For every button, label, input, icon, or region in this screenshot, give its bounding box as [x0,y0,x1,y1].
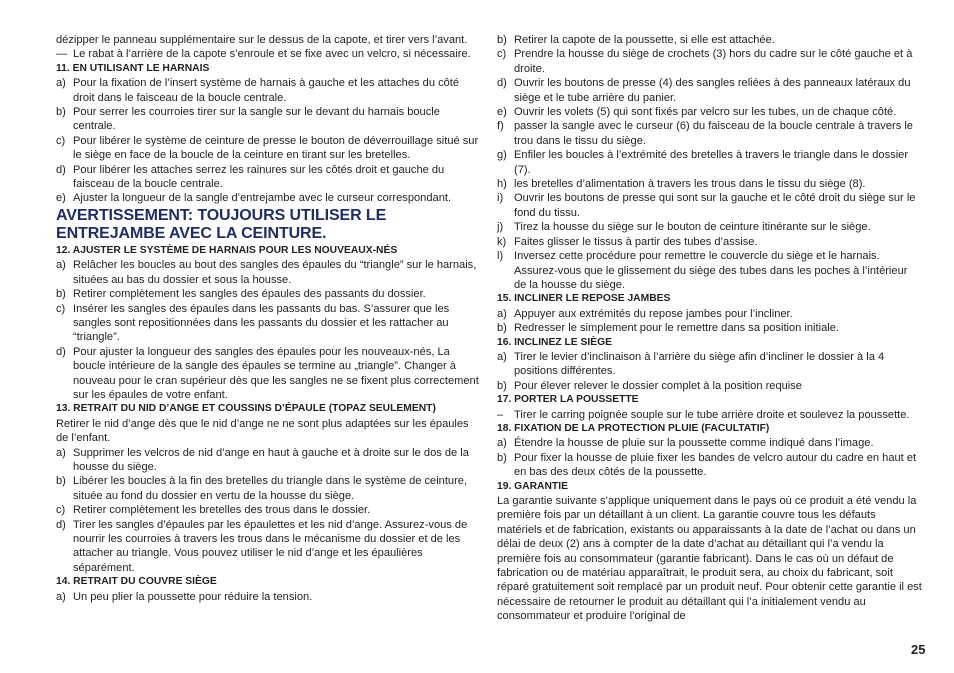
list-item [56,446,480,475]
warning-heading: AVERTISSEMENT: TOUJOURS UTILISER LE ENTREJAMBE AVEC LA CEINTURE. [56,206,387,243]
list-item-text: Le rabat à l’arrière de la capote s’enroule et se fixe avec un velcro, si nécessaire. [73,48,471,61]
list-item [497,119,922,148]
list-item-text: Pour fixer la housse de pluie fixer les bandes de velcro autour du cadre en haut et en bas des deux côtés de la poussette. [514,451,917,479]
list-marker: b) [497,34,507,46]
list-item-text: Prendre la housse du siège de crochets (3) hors du cadre sur le côté gauche et à droite. [514,48,913,75]
list-marker: c) [497,48,507,61]
list-marker: e) [497,106,507,119]
list-item [497,249,922,292]
list-marker: a) [56,590,66,603]
list-item-text: Libérer les boucles à la fin des bretelles du triangle dans le système de ceinture, située au fond du dossier en vertu de la housse du siège. [73,475,468,502]
section-heading: 12. AJUSTER LE SYSTÈME DE HARNAIS POUR LES NOUVEAUX-NÉS [56,244,398,256]
list-marker: – [497,408,504,421]
list-item [56,590,480,604]
section-heading: 16. INCLINEZ LE SIÈGE [497,336,613,348]
dash-list-item [56,47,480,61]
list-item [497,235,922,249]
paragraph: La garantie suivante s’applique uniquement dans le pays où ce produit a été vendu la première fois par un détaillant à un client. La garantie couvre tous les défauts matériels et de fabrication, existants ou apparaissants à la date de l’achat ou dans un délai de deux (2) ans à compter de la date d’achat au détaillant qui l’a vendu la première fois au consommateur (garantie fabricant). Dans le cas où un défaut de fabrication ou de matériau apparaîtrait, le produit sera, au choix du fabricant, soit réparé gratuitement soit remplacé par un produit neuf. Pour obtenir cette garantie il est nécessaire de retourner le produit au détaillant qui l’a initialement vendu au consommateur et produire l’original de [497,495,922,623]
list-item-text: Appuyer aux extrémités du repose jambes pour l’incliner. [514,307,793,320]
list-item-text: Faites glisser le tissus à partir des tubes d’assise. [514,235,758,248]
list-item [56,134,480,163]
list-item [56,258,480,287]
list-item-text: Étendre la housse de pluie sur la poussette comme indiqué dans l’image. [514,437,874,450]
list-item-text: Retirer complètement les bretelles des trous dans le dossier. [73,504,371,517]
list-marker: i) [497,192,504,205]
list-marker: a) [56,446,66,459]
list-item-text: Inversez cette procédure pour remettre le couvercle du siège et le harnais. Assurez-vous que le glissement du siège des tubes dans les poches à l’intérieur de la housse du siège. [514,250,908,291]
section-heading: 17. PORTER LA POUSSETTE [497,394,639,406]
list-marker: g) [497,149,507,162]
list-item [497,220,922,234]
list-item [497,379,922,393]
paragraph: dézipper le panneau supplémentaire sur le dessus de la capote, et tirer vers l’avant. [56,34,468,46]
list-marker: — [56,48,68,61]
list-item-text: Retirer la capote de la poussette, si elle est attachée. [514,34,775,46]
list-marker: a) [497,437,507,450]
list-item-text: Enfiler les boucles à l’extrémité des bretelles à travers le triangle dans le dossier (7). [514,149,909,176]
list-item-text: Pour libérer le système de ceinture de presse le bouton de déverrouillage situé sur le siège en face de la boucle de la ceinture en tirant sur les bretelles. [73,134,479,162]
list-item [497,307,922,321]
list-marker: c) [56,504,66,517]
list-item-text: Tirer les sangles d’épaules par les épaulettes et les nid d’ange. Assurez-vous de nourrir les courroies à travers les trous dans le mécanisme du dossier et de les attacher au triangle. Vous pouvez utiliser le nid d’ange et les épaulières séparément. [73,518,468,574]
list-marker: a) [56,259,66,272]
right-column [497,33,922,624]
list-marker: b) [56,106,66,119]
list-item [56,503,480,517]
list-marker: a) [497,307,507,320]
list-item-text: Ouvrir les boutons de presse (4) des sangles reliées à des panneaux latéraux du siège et le tube arrière du panier. [514,77,911,104]
list-item-text: passer la sangle avec le curseur (6) du faisceau de la boucle centrale à travers le trou dans le tissu du siège. [514,120,913,147]
list-item [56,105,480,134]
list-item-text: Pour élever relever le dossier complet à la position requise [514,379,802,392]
list-item-text: Tirez la housse du siège sur le bouton de ceinture itinérante sur le siège. [514,221,871,234]
paragraph: Retirer le nid d’ange dès que le nid d’ange ne ne sont plus adaptées sur les épaules de l’enfant. [56,417,469,445]
list-item [497,76,922,105]
left-column [56,33,480,604]
list-marker: d) [56,345,66,358]
list-marker: d) [56,518,66,531]
list-item [497,105,922,119]
list-item-text: Tirer le carring poignée souple sur le tube arrière droite et soulevez la poussette. [514,408,910,421]
section-heading: 18. FIXATION DE LA PROTECTION PLUIE (FACULTATIF) [497,422,770,434]
list-item [56,518,480,576]
list-item-text: Ajuster la longueur de la sangle d’entrejambe avec le curseur correspondant. [73,192,452,205]
list-marker: h) [497,178,507,191]
list-item [56,302,480,345]
section-heading: 13. RETRAIT DU NID D’ANGE ET COUSSINS D’ÉPAULE (TOPAZ SEULEMENT) [56,403,436,415]
section-heading: 11. EN UTILISANT LE HARNAIS [56,62,210,74]
list-marker: k) [497,235,507,248]
list-item [497,321,922,335]
list-marker: b) [56,288,66,301]
list-item-text: Pour la fixation de l’insert système de harnais à gauche et les attaches du côté droit dans le faisceau de la boucle centrale. [73,77,460,104]
list-marker: c) [56,302,66,315]
list-item-text: les bretelles d’alimentation à travers les trous dans le tissu du siège (8). [514,178,866,191]
list-item [56,191,480,205]
list-item-text: Insérer les sangles des épaules dans les passants du bas. S’assurer que les sangles sont repositionnées dans les passants du dossier et les rattacher au “triangle”. [73,302,450,344]
list-item [56,474,480,503]
list-item [497,148,922,177]
list-marker: e) [56,192,66,205]
list-marker: a) [497,350,507,363]
list-marker: j) [497,221,504,234]
section-heading: 14. RETRAIT DU COUVRE SIÈGE [56,576,217,588]
list-marker: b) [497,322,507,335]
list-marker: d) [56,163,66,176]
page-number: 25 [911,642,926,657]
list-item-text: Ouvrir les boutons de presse qui sont sur la gauche et le côté droit du siège sur le fond du tissu. [514,192,916,219]
list-item [497,350,922,379]
section-heading: 19. GARANTIE [497,480,568,492]
list-item [497,177,922,191]
list-item [497,451,922,480]
list-item-text: Relâcher les boucles au bout des sangles des épaules du “triangle” sur le harnais, situées au bas du dossier et sous la housse. [73,259,477,286]
list-item-text: Tirer le levier d’inclinaison à l’arrière du siège afin d’incliner le dossier à la 4 positions différentes. [514,350,885,378]
list-marker: f) [497,120,504,133]
list-item-text: Retirer complètement les sangles des épaules des passants du dossier. [73,288,426,301]
list-item [56,76,480,105]
list-item-text: Pour ajuster la longueur des sangles des épaules pour les nouveaux-nés, La boucle intérieure de la sangle des épaules se termine au „triangle”. Changer à nouveau pour le cran supérieur dès que les sangles ne se fixent plus correctement sur les épaules de votre enfant. [73,345,479,401]
list-marker: l) [497,250,504,263]
list-item [56,345,480,403]
list-item-text: Pour libérer les attaches serrez les rainures sur les côtés droit et gauche du faisceau de la boucle centrale. [73,163,445,191]
list-marker: b) [56,475,66,488]
list-item-text: Redresser le simplement pour le remettre dans sa position initiale. [514,322,839,335]
list-item-text: Ouvrir les volets (5) qui sont fixés par velcro sur les tubes, un de chaque côté. [514,106,897,119]
section-heading: 15. INCLINER LE REPOSE JAMBES [497,293,671,305]
list-item-text: Pour serrer les courroies tirer sur la sangle sur le devant du harnais boucle centrale. [73,106,440,133]
list-item [497,436,922,450]
list-item-text: Supprimer les velcros de nid d’ange en haut à gauche et à droite sur le dos de la housse du siège. [73,446,469,473]
list-item [56,163,480,192]
list-item-text: Un peu plier la poussette pour réduire la tension. [73,590,313,603]
list-marker: c) [56,134,66,147]
list-item [497,33,922,47]
list-marker: d) [497,77,507,90]
list-item [56,287,480,301]
list-marker: b) [497,451,507,464]
dash-list-item [497,408,922,422]
list-item [497,47,922,76]
list-marker: a) [56,77,66,90]
list-item [497,191,922,220]
list-marker: b) [497,379,507,392]
